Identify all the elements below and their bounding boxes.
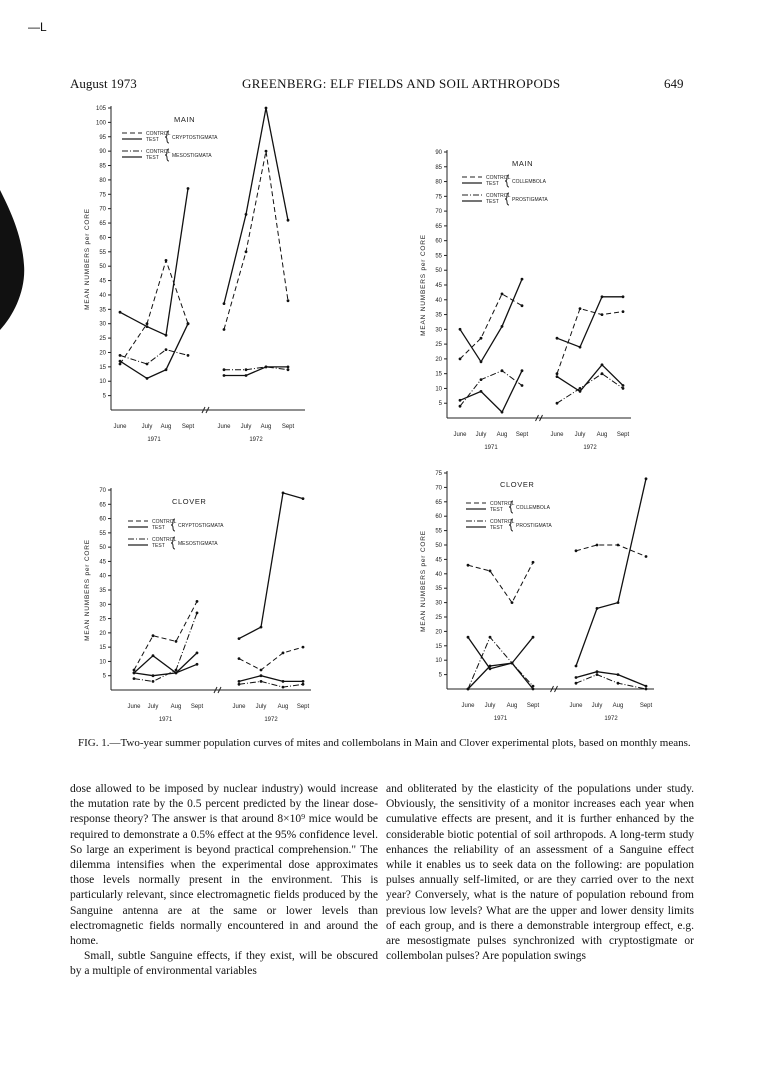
data-point — [521, 304, 524, 307]
legend-test-label: TEST — [146, 137, 159, 143]
series-line — [557, 297, 623, 347]
data-point — [302, 683, 305, 686]
y-axis-label: MEAN NUMBERS per CORE — [84, 539, 91, 641]
x-year-label: 1971 — [493, 716, 508, 722]
series-line — [239, 647, 303, 670]
data-point — [489, 665, 492, 668]
data-point — [287, 299, 290, 302]
y-tick-label: 20 — [435, 356, 442, 363]
x-tick-label: July — [484, 703, 496, 709]
x-tick-label: July — [475, 432, 487, 438]
data-point — [459, 405, 462, 408]
data-point — [601, 363, 604, 366]
series-line — [460, 371, 522, 412]
data-point — [165, 334, 168, 337]
data-point — [601, 295, 604, 298]
data-point — [282, 492, 285, 495]
y-tick-label: 40 — [99, 292, 106, 299]
data-point — [165, 259, 168, 262]
legend-test-label: TEST — [490, 507, 503, 513]
x-tick-label: June — [113, 424, 127, 430]
data-point — [196, 612, 199, 615]
legend-group-label: PROSTIGMATA — [512, 197, 548, 203]
data-point — [175, 672, 178, 675]
body-paragraph: and obliterated by the elasticity of the populations under study. Obviously, the sensitivity of a monitor increases each year when cumulative effects are present, and it is further enhanced by the considerable biotic potential of soil arthropods. A long-term study enhances the reliability of an assessment of a Sanguine effect while it enables us to seek data on the following: are population pulses annually self-limited, or are they carried over to the next year? Conversely, what is the nature of population rebound from previous low levels? What are the upper and lower density limits of each group, and is there a demonstrable intergroup effect, e.g. are mesostigmate pulses synchronized with cryptostigmate or collembolan pulses? Are population swings — [386, 783, 694, 963]
data-point — [260, 669, 263, 672]
data-point — [119, 360, 122, 363]
x-tick-label: Aug — [506, 703, 518, 709]
chart-clover-mites — [84, 488, 311, 723]
series-line — [239, 493, 303, 639]
data-point — [119, 363, 122, 366]
series-line — [224, 151, 288, 329]
x-year-label: 1972 — [264, 717, 278, 723]
legend-control-label: CONTROL — [490, 501, 515, 507]
y-tick-label: 95 — [99, 134, 106, 141]
data-point — [489, 636, 492, 639]
x-tick-label: July — [240, 424, 252, 430]
data-point — [467, 636, 470, 639]
data-point — [146, 325, 149, 328]
x-tick-label: July — [141, 424, 153, 430]
data-point — [196, 600, 199, 603]
data-point — [187, 187, 190, 190]
x-tick-label: July — [591, 703, 603, 709]
data-point — [152, 674, 155, 677]
data-point — [575, 549, 578, 552]
y-tick-label: 40 — [99, 573, 106, 580]
y-tick-label: 15 — [435, 643, 442, 650]
y-tick-label: 15 — [99, 645, 106, 652]
data-point — [521, 278, 524, 281]
data-point — [622, 387, 625, 390]
data-point — [480, 390, 483, 393]
corner-mark: —L — [28, 20, 47, 34]
data-point — [480, 378, 483, 381]
y-tick-label: 45 — [99, 559, 106, 566]
data-point — [645, 688, 648, 691]
data-point — [511, 601, 514, 604]
x-tick-label: Sept — [281, 424, 295, 430]
data-point — [287, 368, 290, 371]
legend-test-label: TEST — [486, 181, 499, 187]
data-point — [260, 680, 263, 683]
data-point — [467, 688, 470, 691]
x-tick-label: Aug — [260, 424, 272, 430]
data-point — [556, 375, 559, 378]
data-point — [152, 634, 155, 637]
legend-group-label: CRYPTOSTIGMATA — [178, 523, 224, 529]
x-tick-label: July — [574, 432, 586, 438]
data-point — [467, 564, 470, 567]
y-axis-label: MEAN NUMBERS per CORE — [420, 530, 427, 632]
y-tick-label: 40 — [435, 297, 442, 304]
data-point — [521, 369, 524, 372]
y-tick-label: 30 — [99, 321, 106, 328]
y-tick-label: 50 — [435, 268, 442, 275]
y-tick-label: 90 — [99, 149, 106, 156]
y-tick-label: 60 — [99, 516, 106, 523]
data-point — [501, 369, 504, 372]
data-point — [532, 636, 535, 639]
body-column-right — [386, 782, 694, 964]
header-page-number: 649 — [664, 76, 684, 91]
data-point — [152, 680, 155, 683]
data-point — [245, 213, 248, 216]
x-tick-label: June — [232, 704, 246, 710]
data-point — [238, 683, 241, 686]
data-point — [187, 322, 190, 325]
x-tick-label: Aug — [612, 703, 624, 709]
data-point — [223, 368, 226, 371]
y-tick-label: 105 — [95, 106, 106, 112]
data-point — [265, 366, 268, 369]
x-tick-label: Sept — [181, 424, 195, 430]
series-line — [120, 324, 188, 379]
series-line — [468, 562, 533, 602]
series-line — [557, 309, 623, 374]
x-year-label: 1972 — [249, 437, 263, 443]
y-tick-label: 65 — [99, 502, 106, 509]
y-tick-label: 60 — [435, 514, 442, 521]
series-line — [120, 260, 188, 364]
y-tick-label: 65 — [435, 223, 442, 230]
legend-test-label: TEST — [152, 543, 165, 549]
data-point — [282, 652, 285, 655]
x-year-label: 1971 — [147, 437, 161, 443]
legend-control-label: CONTROL — [146, 149, 171, 155]
data-point — [556, 337, 559, 340]
data-point — [617, 544, 620, 547]
body-paragraph: dose allowed to be imposed by nuclear industry) would increase the mutation rate by the 0.5 percent predicted by the linear dose-response theory? The answer is that around 8×10⁹ mice would be required to demonstrate a 0.5% effect at the 95% confidence level. So large an experiment is beyond practical comprehension." The dilemma intensifies when the experimental dose approximates those levels normally present in the environment. This is particularly relevant, since electromagnetic fields produced by the Sanguine antenna are at the same or lower levels than electromagnetic fields normally encountered in and around the home. — [70, 783, 378, 948]
legend-group-label: MESOSTIGMATA — [178, 541, 218, 547]
y-tick-label: 30 — [99, 602, 106, 609]
y-tick-label: 85 — [99, 163, 106, 170]
data-point — [459, 328, 462, 331]
y-axis-label: MEAN NUMBERS per CORE — [84, 208, 91, 310]
y-tick-label: 25 — [435, 342, 442, 349]
legend-control-label: CONTROL — [152, 519, 177, 525]
legend-group-label: MESOSTIGMATA — [172, 153, 212, 159]
data-point — [480, 360, 483, 363]
series-line — [120, 189, 188, 336]
data-point — [119, 311, 122, 314]
series-line — [134, 653, 197, 673]
data-point — [265, 150, 268, 153]
data-point — [575, 682, 578, 685]
data-point — [617, 673, 620, 676]
series-line — [557, 374, 623, 404]
y-tick-label: 25 — [99, 616, 106, 623]
data-point — [223, 302, 226, 305]
legend-control-label: CONTROL — [486, 175, 511, 181]
legend-test-label: TEST — [490, 525, 503, 531]
y-tick-label: 5 — [438, 672, 442, 679]
x-year-label: 1971 — [158, 717, 173, 723]
data-point — [459, 358, 462, 361]
data-point — [287, 219, 290, 222]
data-point — [245, 368, 248, 371]
data-point — [601, 313, 604, 316]
data-point — [596, 670, 599, 673]
data-point — [282, 680, 285, 683]
x-tick-label: June — [569, 703, 583, 709]
series-line — [576, 479, 646, 666]
y-tick-label: 30 — [435, 600, 442, 607]
body-column-left — [70, 782, 378, 980]
data-point — [622, 310, 625, 313]
data-point — [575, 676, 578, 679]
y-tick-label: 65 — [435, 499, 442, 506]
y-tick-label: 75 — [435, 471, 442, 477]
y-tick-label: 55 — [435, 253, 442, 260]
data-point — [302, 680, 305, 683]
y-tick-label: 40 — [435, 571, 442, 578]
data-point — [532, 561, 535, 564]
data-point — [556, 402, 559, 405]
y-tick-label: 55 — [99, 249, 106, 256]
x-year-label: 1971 — [484, 445, 498, 451]
header-title: GREENBERG: ELF FIELDS AND SOIL ARTHROPODS — [242, 76, 561, 91]
y-tick-label: 65 — [99, 221, 106, 228]
body-paragraph: Small, subtle Sanguine effects, if they exist, will be obscured by a multiple of environmental variables — [70, 950, 378, 978]
data-point — [165, 368, 168, 371]
y-tick-label: 75 — [435, 194, 442, 201]
data-point — [260, 674, 263, 677]
data-point — [238, 637, 241, 640]
x-tick-label: Sept — [616, 432, 630, 438]
y-tick-label: 100 — [95, 120, 106, 127]
figure-caption: FIG. 1.—Two-year summer population curves of mites and collembolans in Main and Clover experimental plots, based on monthly means. — [78, 737, 691, 749]
x-tick-label: Sept — [296, 704, 310, 710]
series-line — [576, 545, 646, 557]
series-line — [134, 664, 197, 675]
x-year-label: 1972 — [604, 716, 618, 722]
chart-title: MAIN — [512, 159, 534, 168]
y-tick-label: 55 — [99, 530, 106, 537]
y-tick-label: 70 — [99, 488, 106, 494]
data-point — [133, 669, 136, 672]
y-tick-label: 50 — [435, 543, 442, 549]
legend-test-label: TEST — [486, 199, 499, 205]
data-point — [133, 677, 136, 680]
data-point — [302, 497, 305, 500]
data-point — [532, 688, 535, 691]
y-tick-label: 45 — [435, 283, 442, 289]
data-point — [265, 107, 268, 110]
y-tick-label: 75 — [99, 192, 106, 199]
data-point — [260, 626, 263, 629]
series-line — [460, 294, 522, 359]
y-tick-label: 35 — [435, 586, 442, 593]
data-point — [187, 354, 190, 357]
data-point — [521, 384, 524, 387]
data-point — [223, 328, 226, 331]
y-tick-label: 45 — [99, 278, 106, 285]
data-point — [133, 672, 136, 675]
x-tick-label: July — [255, 704, 267, 710]
y-axis-label: MEAN NUMBERS per CORE — [420, 234, 427, 336]
data-point — [245, 250, 248, 253]
series-line — [134, 613, 197, 682]
data-point — [175, 669, 178, 672]
y-tick-label: 25 — [99, 336, 106, 343]
y-tick-label: 85 — [435, 164, 442, 171]
data-point — [302, 646, 305, 649]
x-tick-label: Sept — [190, 704, 204, 710]
series-line — [120, 350, 188, 364]
data-point — [238, 657, 241, 660]
x-tick-label: Aug — [160, 424, 172, 430]
data-point — [579, 346, 582, 349]
series-line — [557, 365, 623, 392]
data-point — [459, 399, 462, 402]
data-point — [556, 372, 559, 375]
legend-group-label: PROSTIGMATA — [516, 523, 552, 529]
data-point — [579, 307, 582, 310]
data-point — [596, 544, 599, 547]
data-point — [146, 363, 149, 366]
data-point — [175, 640, 178, 643]
data-point — [601, 372, 604, 375]
data-point — [146, 377, 149, 380]
y-tick-label: 10 — [435, 658, 442, 665]
x-tick-label: June — [217, 424, 231, 430]
data-point — [622, 295, 625, 298]
data-point — [245, 374, 248, 377]
y-tick-label: 5 — [102, 673, 106, 680]
data-point — [501, 411, 504, 414]
series-line — [224, 108, 288, 304]
y-tick-label: 70 — [435, 485, 442, 492]
data-point — [645, 685, 648, 688]
y-tick-label: 10 — [99, 659, 106, 666]
legend-control-label: CONTROL — [486, 193, 511, 199]
chart-clover-collembola — [420, 471, 654, 722]
x-tick-label: Aug — [170, 704, 182, 710]
chart-title: MAIN — [174, 115, 196, 124]
y-tick-label: 50 — [99, 264, 106, 271]
y-tick-label: 70 — [99, 206, 106, 213]
y-tick-label: 10 — [435, 386, 442, 393]
x-tick-label: June — [550, 432, 564, 438]
series-line — [460, 279, 522, 362]
data-point — [501, 293, 504, 296]
series-line — [239, 681, 303, 687]
y-tick-label: 70 — [435, 209, 442, 216]
y-tick-label: 80 — [99, 177, 106, 184]
data-point — [622, 384, 625, 387]
x-tick-label: June — [453, 432, 467, 438]
y-tick-label: 50 — [99, 545, 106, 552]
series-line — [468, 637, 533, 689]
y-tick-label: 35 — [435, 312, 442, 319]
x-tick-label: Aug — [596, 432, 608, 438]
y-tick-label: 20 — [99, 350, 106, 357]
data-point — [579, 390, 582, 393]
x-year-label: 1972 — [583, 445, 597, 451]
data-point — [223, 374, 226, 377]
data-point — [596, 607, 599, 610]
data-point — [596, 673, 599, 676]
chart-main-mites — [84, 106, 305, 443]
legend-test-label: TEST — [152, 525, 165, 531]
y-tick-label: 30 — [435, 327, 442, 334]
legend-group-label: COLLEMBOLA — [516, 505, 550, 511]
data-point — [575, 665, 578, 668]
chart-main-collembola — [420, 150, 631, 451]
x-tick-label: Aug — [277, 704, 289, 710]
legend-control-label: CONTROL — [146, 131, 171, 137]
x-tick-label: June — [127, 704, 141, 710]
data-point — [146, 322, 149, 325]
series-line — [224, 367, 288, 376]
y-tick-label: 15 — [435, 371, 442, 378]
y-tick-label: 25 — [435, 615, 442, 621]
y-tick-label: 80 — [435, 179, 442, 186]
data-point — [501, 325, 504, 328]
y-tick-label: 90 — [435, 150, 442, 156]
x-tick-label: Sept — [639, 703, 653, 709]
y-tick-label: 20 — [435, 629, 442, 636]
chart-title: CLOVER — [500, 480, 535, 489]
data-point — [617, 682, 620, 685]
data-point — [287, 366, 290, 369]
data-point — [282, 686, 285, 689]
series-line — [134, 601, 197, 670]
legend-group-label: COLLEMBOLA — [512, 179, 546, 185]
y-tick-label: 35 — [99, 307, 106, 314]
data-point — [165, 348, 168, 351]
series-line — [239, 676, 303, 682]
y-tick-label: 60 — [99, 235, 106, 242]
data-point — [238, 680, 241, 683]
y-tick-label: 35 — [99, 588, 106, 594]
y-tick-label: 60 — [435, 238, 442, 245]
x-tick-label: June — [461, 703, 475, 709]
x-tick-label: Sept — [526, 703, 540, 709]
data-point — [152, 654, 155, 657]
y-tick-label: 5 — [438, 401, 442, 408]
y-tick-label: 55 — [435, 528, 442, 535]
legend-group-label: CRYPTOSTIGMATA — [172, 135, 218, 141]
data-point — [645, 555, 648, 558]
data-point — [196, 652, 199, 655]
y-tick-label: 5 — [102, 393, 106, 400]
y-tick-label: 20 — [99, 630, 106, 637]
legend-test-label: TEST — [146, 155, 159, 161]
y-tick-label: 45 — [435, 557, 442, 564]
data-point — [480, 337, 483, 340]
legend-control-label: CONTROL — [490, 519, 515, 525]
data-point — [119, 354, 122, 357]
legend-control-label: CONTROL — [152, 537, 177, 543]
data-point — [511, 662, 514, 665]
y-tick-label: 10 — [99, 379, 106, 386]
y-tick-label: 15 — [99, 364, 106, 371]
x-tick-label: Aug — [496, 432, 508, 438]
data-point — [645, 477, 648, 480]
chart-title: CLOVER — [172, 497, 207, 506]
data-point — [617, 601, 620, 604]
header-date: August 1973 — [70, 76, 137, 91]
x-tick-label: July — [147, 704, 159, 710]
x-tick-label: Sept — [515, 432, 529, 438]
data-point — [489, 570, 492, 573]
data-point — [196, 663, 199, 666]
